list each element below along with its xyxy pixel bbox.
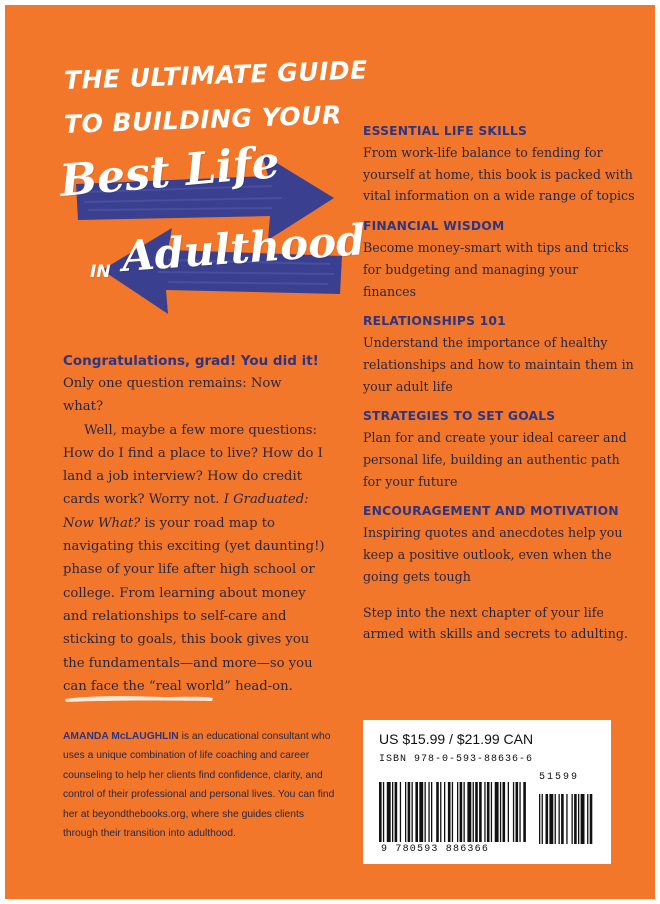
feature-section <box>363 500 635 587</box>
author-name: AMANDA McLAUGHLIN <box>63 731 179 742</box>
feature-title: ENCOURAGEMENT AND MOTIVATION <box>363 504 619 519</box>
intro-paragraph-2 <box>63 419 325 699</box>
price-label: US $15.99 / $21.99 CAN <box>379 731 534 747</box>
cover-title <box>57 55 369 324</box>
title-line-1: THE ULTIMATE GUIDE <box>63 55 369 95</box>
feature-title: RELATIONSHIPS 101 <box>363 314 506 329</box>
brush-stroke-divider <box>63 692 215 704</box>
intro-text <box>63 350 325 698</box>
feature-section <box>363 310 635 397</box>
barcode-panel <box>363 720 611 864</box>
author-bio <box>63 727 335 843</box>
title-in: IN <box>90 262 111 282</box>
feature-body: From work-life balance to fending for yourself at home, this book is packed with vital information on a wide range of topics <box>363 145 635 204</box>
feature-section <box>363 405 635 492</box>
intro-paragraph-1: Only one question remains: Now what? <box>63 376 282 415</box>
title-best-life: Best Life <box>57 136 282 207</box>
feature-title: STRATEGIES TO SET GOALS <box>363 409 556 424</box>
title-adulthood: Adulthood <box>120 215 367 281</box>
features-column <box>363 120 635 645</box>
feature-title: FINANCIAL WISDOM <box>363 219 505 234</box>
intro-paragraph-2a: Well, maybe a few more questions: How do I find a place to live? How do I land a job interview? How do credit cards work? Worry not. <box>63 422 323 508</box>
closing-statement: Step into the next chapter of your life armed with skills and secrets to adulting. <box>363 604 628 642</box>
feature-title: ESSENTIAL LIFE SKILLS <box>363 124 528 138</box>
feature-section <box>363 120 635 207</box>
title-line-2: TO BUILDING YOUR <box>63 100 343 139</box>
feature-body: Become money-smart with tips and tricks for budgeting and managing your finances <box>363 240 629 299</box>
intro-paragraph-2b: is your road map to navigating this exciting (yet daunting!) phase of your life after high school or college. From learning about money and relationships to self-care and sticking to goals, this book gives you the fundamentals—and more—so you can face the “real world” head-on. <box>63 515 325 694</box>
isbn-label: ISBN 978-0-593-88636-6 <box>379 754 534 765</box>
intro-heading: Congratulations, grad! You did it! <box>63 353 319 369</box>
barcode-number: 9 780593 886366 <box>381 844 490 855</box>
feature-body: Plan for and create your ideal career and personal life, building an authentic path for your future <box>363 430 627 489</box>
book-title-italic: I Graduated: Now What? <box>63 492 309 531</box>
feature-body: Inspiring quotes and anecdotes help you keep a positive outlook, even when the going gets tough <box>363 525 623 584</box>
barcode-addon-number: 51599 <box>539 772 580 783</box>
feature-section <box>363 215 635 302</box>
author-bio-text: is an educational consultant who uses a unique combination of life coaching and career counseling to help her clients find confidence, clarity, and control of their professional and personal lives. You can find her at beyondthebooks.org, where she guides clients through their transition into adulthood. <box>63 731 335 840</box>
feature-body: Understand the importance of healthy relationships and how to maintain them in your adult life <box>363 335 634 394</box>
